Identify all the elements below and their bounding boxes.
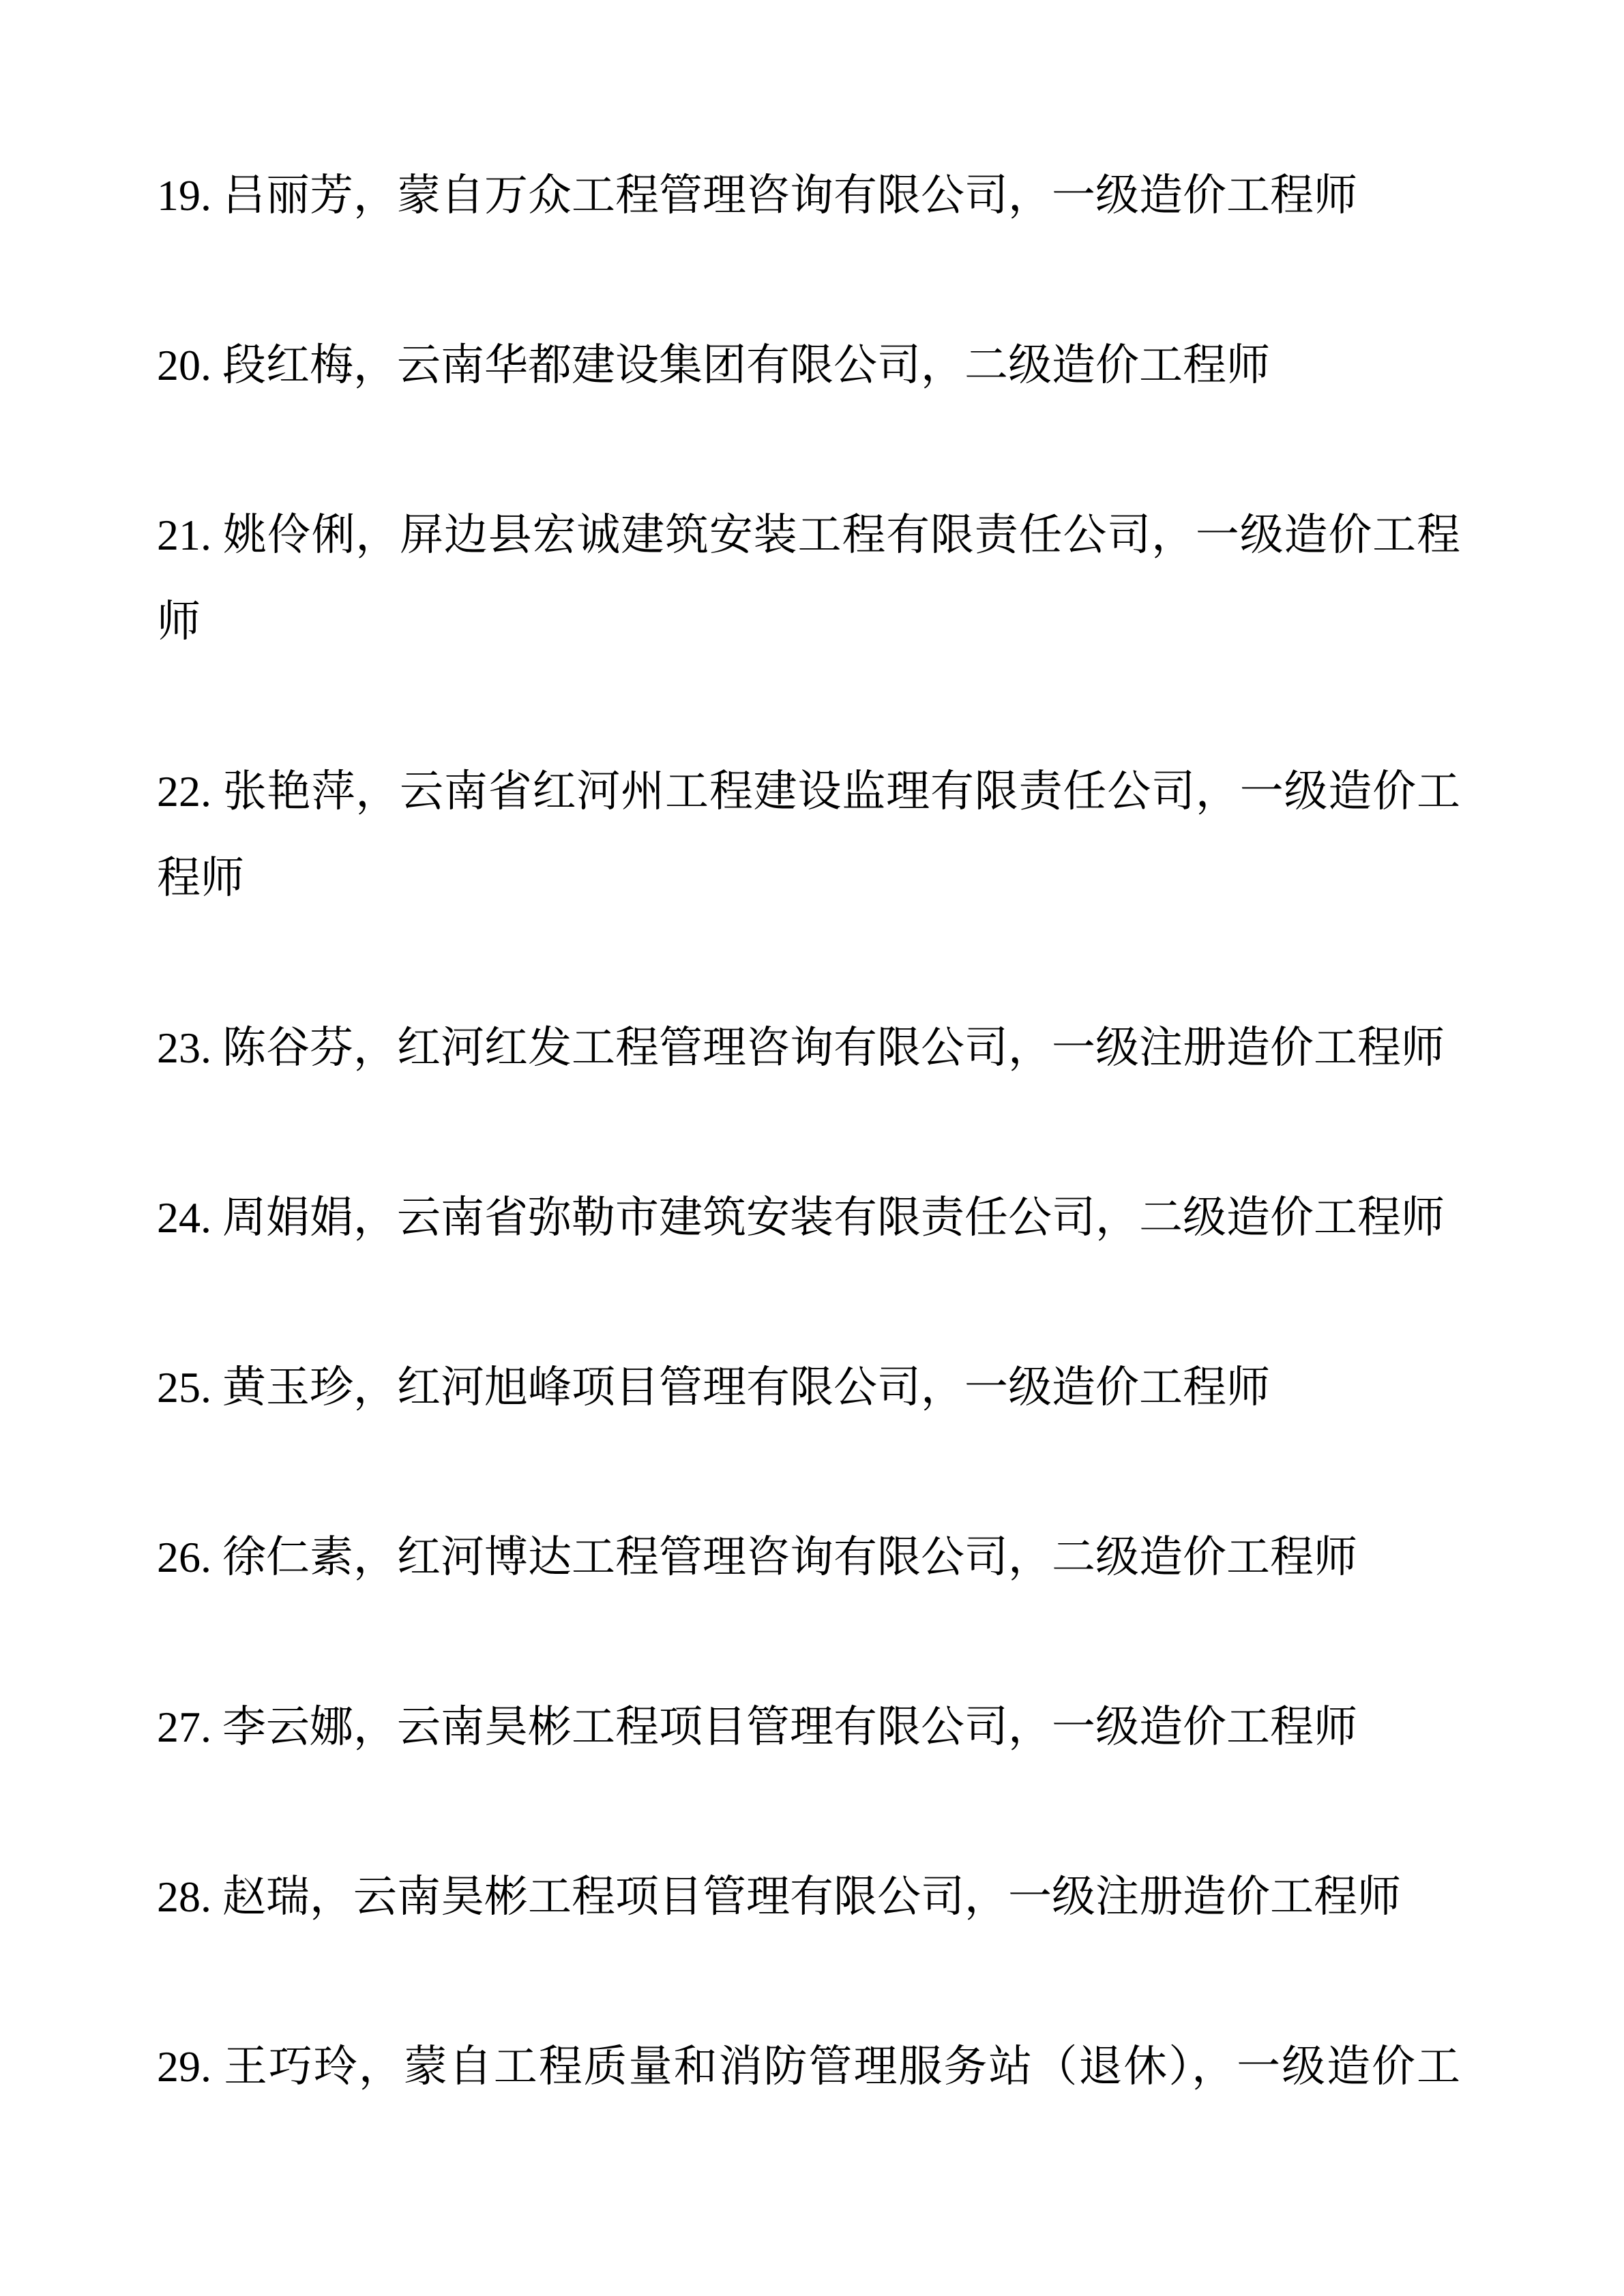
list-item-24: 24. 周娟娟，云南省弥勒市建筑安装有限责任公司，二级造价工程师 <box>157 1193 1445 1242</box>
list-item-23: 23. 陈谷芬，红河红发工程管理咨询有限公司，一级注册造价工程师 <box>157 1024 1445 1072</box>
list-item-20: 20. 段红梅，云南华都建设集团有限公司，二级造价工程师 <box>157 341 1270 389</box>
entry-list <box>157 152 1460 2193</box>
list-item-27: 27. 李云娜，云南昊彬工程项目管理有限公司，一级造价工程师 <box>157 1703 1357 1751</box>
list-item-26: 26. 徐仁素，红河博达工程管理咨询有限公司，二级造价工程师 <box>157 1533 1357 1581</box>
list-item-28: 28. 赵瑞，云南昊彬工程项目管理有限公司，一级注册造价工程师 <box>157 1873 1401 1921</box>
list-item-25: 25. 黄玉珍，红河旭峰项目管理有限公司，一级造价工程师 <box>157 1363 1270 1412</box>
list-item-19: 19. 吕丽芳，蒙自万众工程管理咨询有限公司，一级造价工程师 <box>157 171 1357 220</box>
list-item-29: 29. 王巧玲，蒙自工程质量和消防管理服务站（退休），一级造价工 <box>157 2042 1460 2091</box>
list-item-22: 22. 张艳萍，云南省红河州工程建设监理有限责任公司，一级造价工程师 <box>157 767 1460 902</box>
list-item-21: 21. 姚伶俐，屏边县宏诚建筑安装工程有限责任公司，一级造价工程师 <box>157 511 1460 646</box>
